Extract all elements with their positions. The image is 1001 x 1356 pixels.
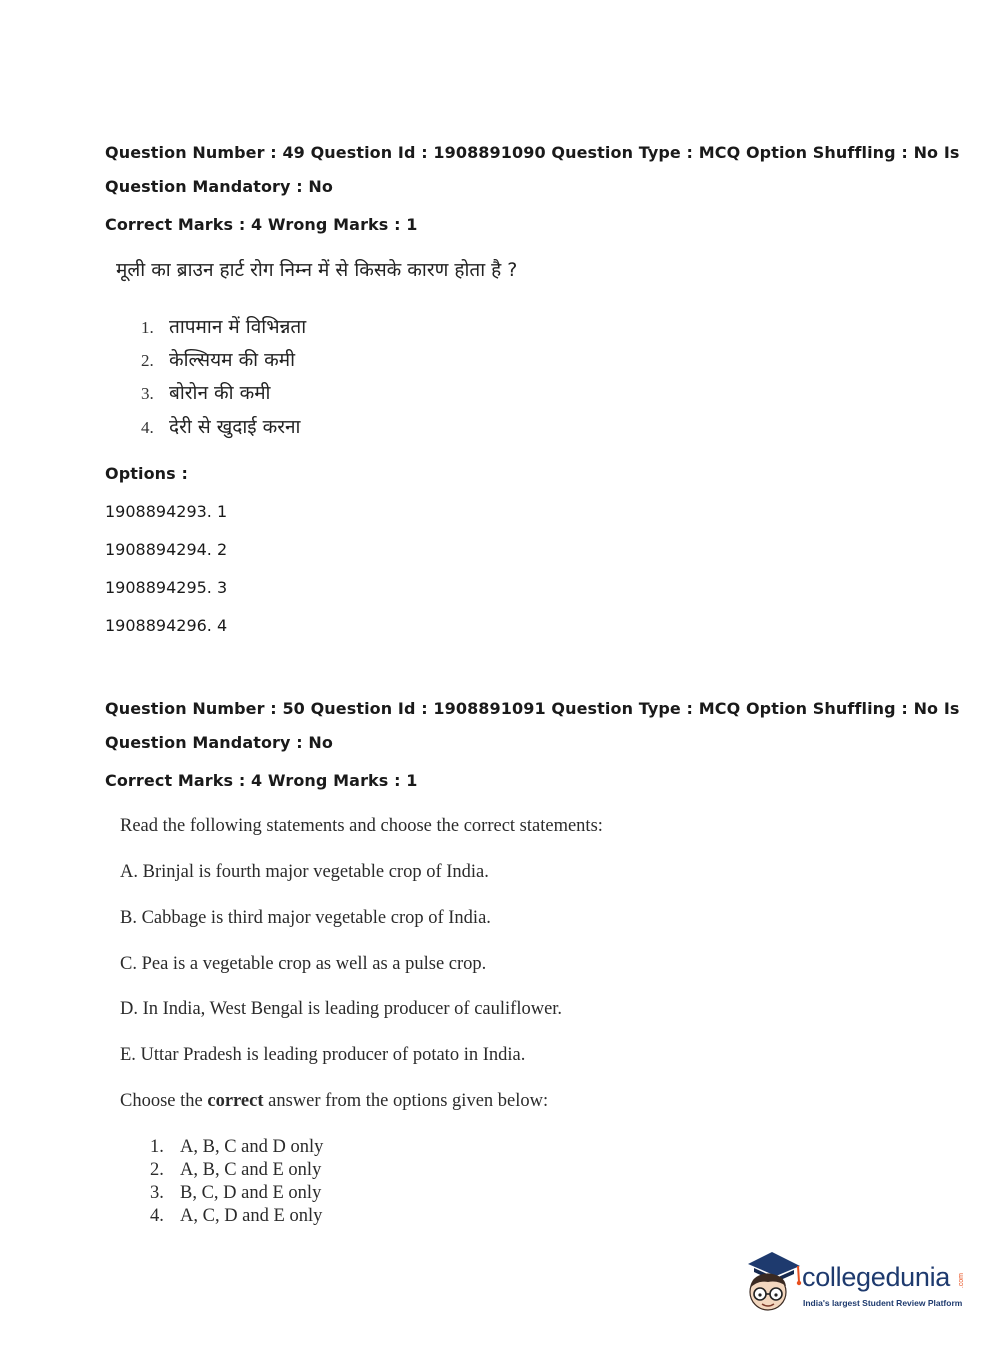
q50-choose-bold: correct (207, 1091, 264, 1111)
q50-choice-1-text: A, B, C and D only (180, 1137, 324, 1157)
q50-statement-b: B. Cabbage is third major vegetable crop of India. (120, 908, 491, 928)
q50-choice-3-text: B, C, D and E only (180, 1183, 322, 1203)
q49-header-line2: Question Mandatory : No (105, 177, 333, 196)
q49-option-3: 1908894295. 3 (105, 578, 228, 597)
logo-wordmark: collegedunia (802, 1262, 951, 1292)
q50-statement-c: C. Pea is a vegetable crop as well as a pulse crop. (120, 954, 487, 974)
student-mascot-icon (742, 1248, 802, 1320)
q50-choose-suffix: answer from the options given below: (263, 1091, 549, 1111)
q49-choice-4-num: 4. (141, 418, 154, 437)
q50-marks: Correct Marks : 4 Wrong Marks : 1 (105, 771, 418, 790)
q49-option-4: 1908894296. 4 (105, 616, 228, 635)
q49-choice-3 (141, 379, 270, 405)
q50-choice-1 (150, 1137, 323, 1158)
q49-header-line1: Question Number : 49 Question Id : 1908891090 Question Type : MCQ Option Shuffling : No Is (105, 143, 960, 162)
q50-choice-4 (150, 1206, 322, 1227)
q50-choice-2-num: 2. (150, 1160, 164, 1180)
q49-choice-1-text: तापमान में विभिन्नता (169, 316, 307, 338)
q50-statement-d: D. In India, West Bengal is leading producer of cauliflower. (120, 999, 563, 1019)
q50-choice-2-text: A, B, C and E only (180, 1160, 322, 1180)
q49-choice-2-text: केल्सियम की कमी (169, 349, 296, 371)
q50-choice-2 (150, 1160, 321, 1181)
q49-choice-1 (141, 313, 306, 339)
q50-choice-4-num: 4. (150, 1206, 164, 1226)
q49-option-1: 1908894293. 1 (105, 502, 228, 521)
q49-option-2: 1908894294. 2 (105, 540, 228, 559)
q50-choice-1-num: 1. (150, 1137, 164, 1157)
q49-choice-1-num: 1. (141, 318, 154, 337)
collegedunia-logo[interactable] (742, 1248, 972, 1320)
logo-com: .com (958, 1273, 965, 1289)
q50-header-line1: Question Number : 50 Question Id : 1908891091 Question Type : MCQ Option Shuffling : No Is (105, 699, 960, 718)
q49-choice-4-text: देरी से खुदाई करना (169, 416, 301, 438)
q50-header-line2: Question Mandatory : No (105, 733, 333, 752)
q49-choice-2 (141, 346, 295, 372)
q49-marks: Correct Marks : 4 Wrong Marks : 1 (105, 215, 418, 234)
q50-choice-3-num: 3. (150, 1183, 164, 1203)
q50-intro: Read the following statements and choose the correct statements: (120, 816, 603, 836)
q50-choice-4-text: A, C, D and E only (180, 1206, 323, 1226)
q49-choice-2-num: 2. (141, 351, 154, 370)
q50-choice-3 (150, 1183, 321, 1204)
q50-statement-a: A. Brinjal is fourth major vegetable crop of India. (120, 862, 489, 882)
q49-choice-3-text: बोरोन की कमी (169, 382, 271, 404)
q50-statement-e: E. Uttar Pradesh is leading producer of potato in India. (120, 1045, 526, 1065)
q49-choice-3-num: 3. (141, 384, 154, 403)
q50-choose-prefix: Choose the (120, 1091, 208, 1111)
q49-question: मूली का ब्राउन हार्ट रोग निम्न में से किसके कारण होता है ? (116, 259, 518, 281)
q49-choice-4 (141, 413, 300, 439)
q49-options-label: Options : (105, 464, 188, 483)
q50-choose-instruction (120, 1091, 548, 1112)
logo-tagline: India's largest Student Review Platform (803, 1298, 963, 1308)
